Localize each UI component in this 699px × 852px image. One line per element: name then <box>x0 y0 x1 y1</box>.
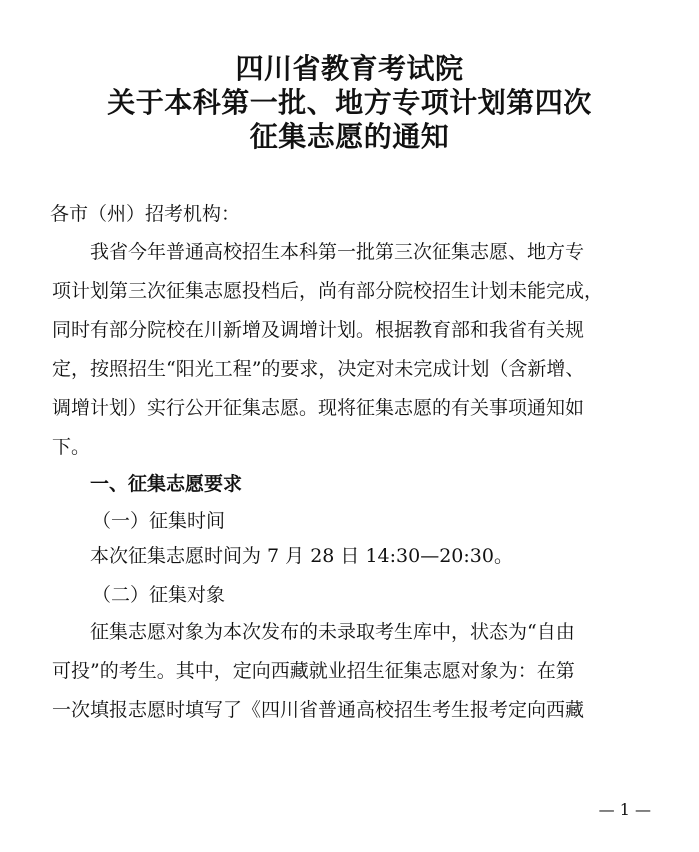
title-line-1: 四川省教育考试院 <box>235 52 464 85</box>
document-body <box>52 200 652 725</box>
subsection-heading-targets: （二）征集对象 <box>92 584 226 606</box>
subsection-heading-time: （一）征集时间 <box>92 510 226 532</box>
intro-line-6: 下。 <box>52 436 91 458</box>
section-heading-requirements: 一、征集志愿要求 <box>90 473 243 495</box>
intro-line-4: 定，按照招生“阳光工程”的要求，决定对未完成计划（含新增、 <box>52 358 585 380</box>
title-line-3: 征集志愿的通知 <box>249 120 450 153</box>
targets-line-2: 可投”的考生。其中，定向西藏就业招生征集志愿对象为：在第 <box>52 660 575 682</box>
intro-line-2: 项计划第三次征集志愿投档后，尚有部分院校招生计划未能完成， <box>52 280 604 302</box>
intro-line-1: 我省今年普通高校招生本科第一批第三次征集志愿、地方专 <box>90 241 585 263</box>
targets-line-3: 一次填报志愿时填写了《四川省普通高校招生考生报考定向西藏 <box>52 699 585 721</box>
collection-time-text: 本次征集志愿时间为 7 月 28 日 14:30—20:30。 <box>90 545 513 567</box>
document-title <box>0 52 699 154</box>
intro-line-5: 调增计划）实行公开征集志愿。现将征集志愿的有关事项通知如 <box>52 397 585 419</box>
page-number: — 1 — <box>598 800 651 819</box>
salutation: 各市（州）招考机构： <box>50 203 241 225</box>
intro-line-3: 同时有部分院校在川新增及调增计划。根据教育部和我省有关规 <box>52 319 585 341</box>
targets-line-1: 征集志愿对象为本次发布的未录取考生库中，状态为“自由 <box>90 621 575 643</box>
title-line-2: 关于本科第一批、地方专项计划第四次 <box>107 86 592 119</box>
